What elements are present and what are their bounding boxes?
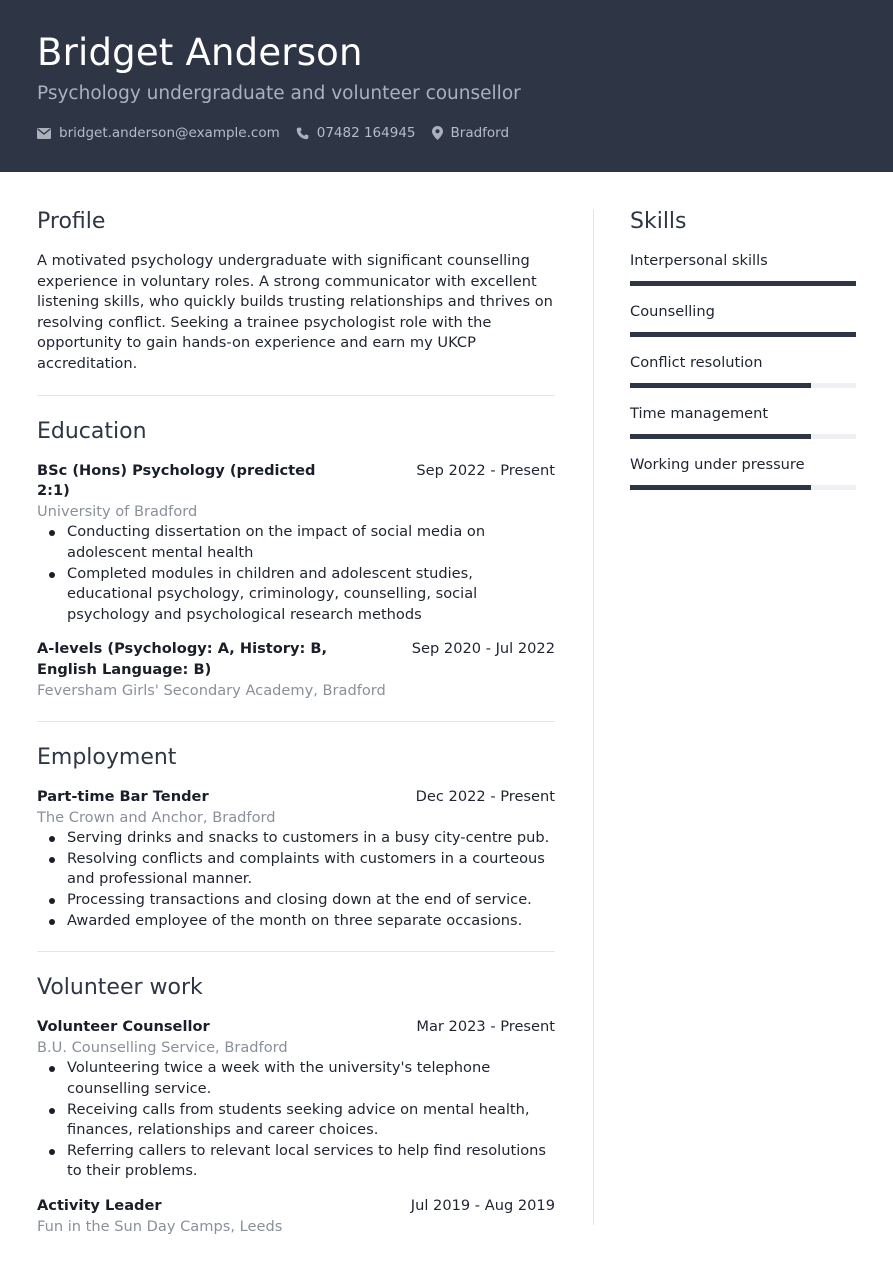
skill-name: Conflict resolution (630, 354, 763, 371)
candidate-headline: Psychology undergraduate and volunteer counsellor (37, 83, 521, 104)
sidebar-column (630, 208, 856, 490)
entry-header (37, 787, 555, 808)
location-text: Bradford (450, 125, 510, 141)
bullet-item: Serving drinks and snacks to customers in a busy city-centre pub. (37, 828, 555, 849)
entry-title: Part-time Bar Tender (37, 788, 209, 806)
entry (37, 1196, 555, 1237)
candidate-name: Bridget Anderson (37, 31, 363, 74)
contact-location (432, 125, 510, 141)
skill-item (630, 404, 856, 439)
skill-name: Counselling (630, 303, 715, 320)
contact-email[interactable] (37, 125, 280, 141)
entry-date: Dec 2022 - Present (415, 788, 555, 806)
education-entries (37, 461, 555, 702)
bullet-item: Completed modules in children and adolescent studies, educational psychology, criminology, counselling, social psychology and psychological research methods (37, 564, 555, 626)
skill-level-fill (630, 434, 811, 439)
entry-title: Volunteer Counsellor (37, 1018, 210, 1036)
entry-date: Sep 2022 - Present (416, 461, 555, 479)
education-section (37, 418, 555, 702)
section-title-skills: Skills (630, 209, 687, 234)
entry-organization: The Crown and Anchor, Bradford (37, 808, 276, 826)
entry-header (37, 1196, 555, 1217)
entry-title: BSc (Hons) Psychology (predicted 2:1) (37, 461, 316, 500)
entry (37, 1017, 555, 1182)
skill-level-bar (630, 383, 856, 388)
email-text: bridget.anderson@example.com (59, 125, 280, 141)
section-divider (37, 951, 555, 952)
volunteer-section (37, 974, 555, 1237)
column-divider (593, 210, 594, 1225)
entry-organization: B.U. Counselling Service, Bradford (37, 1038, 288, 1056)
section-title-profile: Profile (37, 209, 106, 234)
bullet-item: Conducting dissertation on the impact of social media on adolescent mental health (37, 522, 555, 563)
skill-level-bar (630, 281, 856, 286)
skill-level-bar (630, 485, 856, 490)
skill-level-fill (630, 281, 856, 286)
main-column (37, 208, 555, 1237)
entry-date: Jul 2019 - Aug 2019 (410, 1197, 555, 1214)
entry-header (37, 461, 555, 502)
entry-title: Activity Leader (37, 1197, 162, 1214)
volunteer-entries (37, 1017, 555, 1237)
entry-organization: University of Bradford (37, 502, 198, 520)
entry (37, 639, 555, 701)
phone-icon (296, 127, 309, 140)
bullet-item: Receiving calls from students seeking advice on mental health, finances, relationships and career choices. (37, 1100, 555, 1141)
bullet-item: Volunteering twice a week with the university's telephone counselling service. (37, 1058, 555, 1099)
entry-bullets (37, 828, 555, 931)
skill-level-fill (630, 485, 811, 490)
entry (37, 461, 555, 626)
skill-item (630, 251, 856, 286)
skill-item (630, 353, 856, 388)
skill-level-bar (630, 332, 856, 337)
entry-organization: Fun in the Sun Day Camps, Leeds (37, 1217, 283, 1235)
skill-name: Interpersonal skills (630, 252, 768, 269)
entry-date: Mar 2023 - Present (416, 1018, 555, 1036)
entry-date: Sep 2020 - Jul 2022 (411, 640, 555, 658)
skill-name: Time management (630, 405, 769, 422)
envelope-icon (37, 128, 51, 139)
entry-title: A-levels (Psychology: A, History: B, English Language: B) (37, 640, 328, 678)
entry-bullets (37, 522, 555, 625)
bullet-item: Awarded employee of the month on three separate occasions. (37, 911, 555, 932)
section-divider (37, 721, 555, 722)
profile-summary: A motivated psychology undergraduate with significant counselling experience in voluntary roles. A strong communicator with excellent listening skills, who quickly builds trusting relationships and thrives on resolving conflict. Seeking a trainee psychologist role with the opportunity to gain hands-on experience and earn my UKCP accreditation. (37, 252, 553, 372)
entry-header (37, 1017, 555, 1038)
entry-organization: Feversham Girls' Secondary Academy, Bradford (37, 681, 386, 699)
entry-header (37, 639, 555, 680)
section-divider (37, 395, 555, 396)
bullet-item: Processing transactions and closing down at the end of service. (37, 890, 555, 911)
bullet-item: Resolving conflicts and complaints with customers in a courteous and professional manner. (37, 849, 555, 890)
resume-header (0, 0, 893, 172)
entry (37, 787, 555, 931)
employment-entries (37, 787, 555, 931)
skill-item (630, 302, 856, 337)
skill-name: Working under pressure (630, 456, 805, 473)
skills-list (630, 251, 856, 490)
skill-item (630, 455, 856, 490)
contact-phone[interactable] (296, 125, 416, 141)
profile-section (37, 208, 555, 375)
skill-level-fill (630, 383, 811, 388)
map-pin-icon (432, 126, 443, 140)
section-title-employment: Employment (37, 745, 177, 771)
skill-level-fill (630, 332, 856, 337)
section-title-education: Education (37, 418, 147, 444)
skills-section (630, 208, 856, 490)
skill-level-bar (630, 434, 856, 439)
phone-text: 07482 164945 (316, 125, 416, 141)
entry-bullets (37, 1058, 555, 1182)
bullet-item: Referring callers to relevant local services to help find resolutions to their problems. (37, 1141, 555, 1182)
contact-bar (37, 124, 525, 142)
section-title-volunteer: Volunteer work (37, 975, 203, 1001)
employment-section (37, 744, 555, 931)
